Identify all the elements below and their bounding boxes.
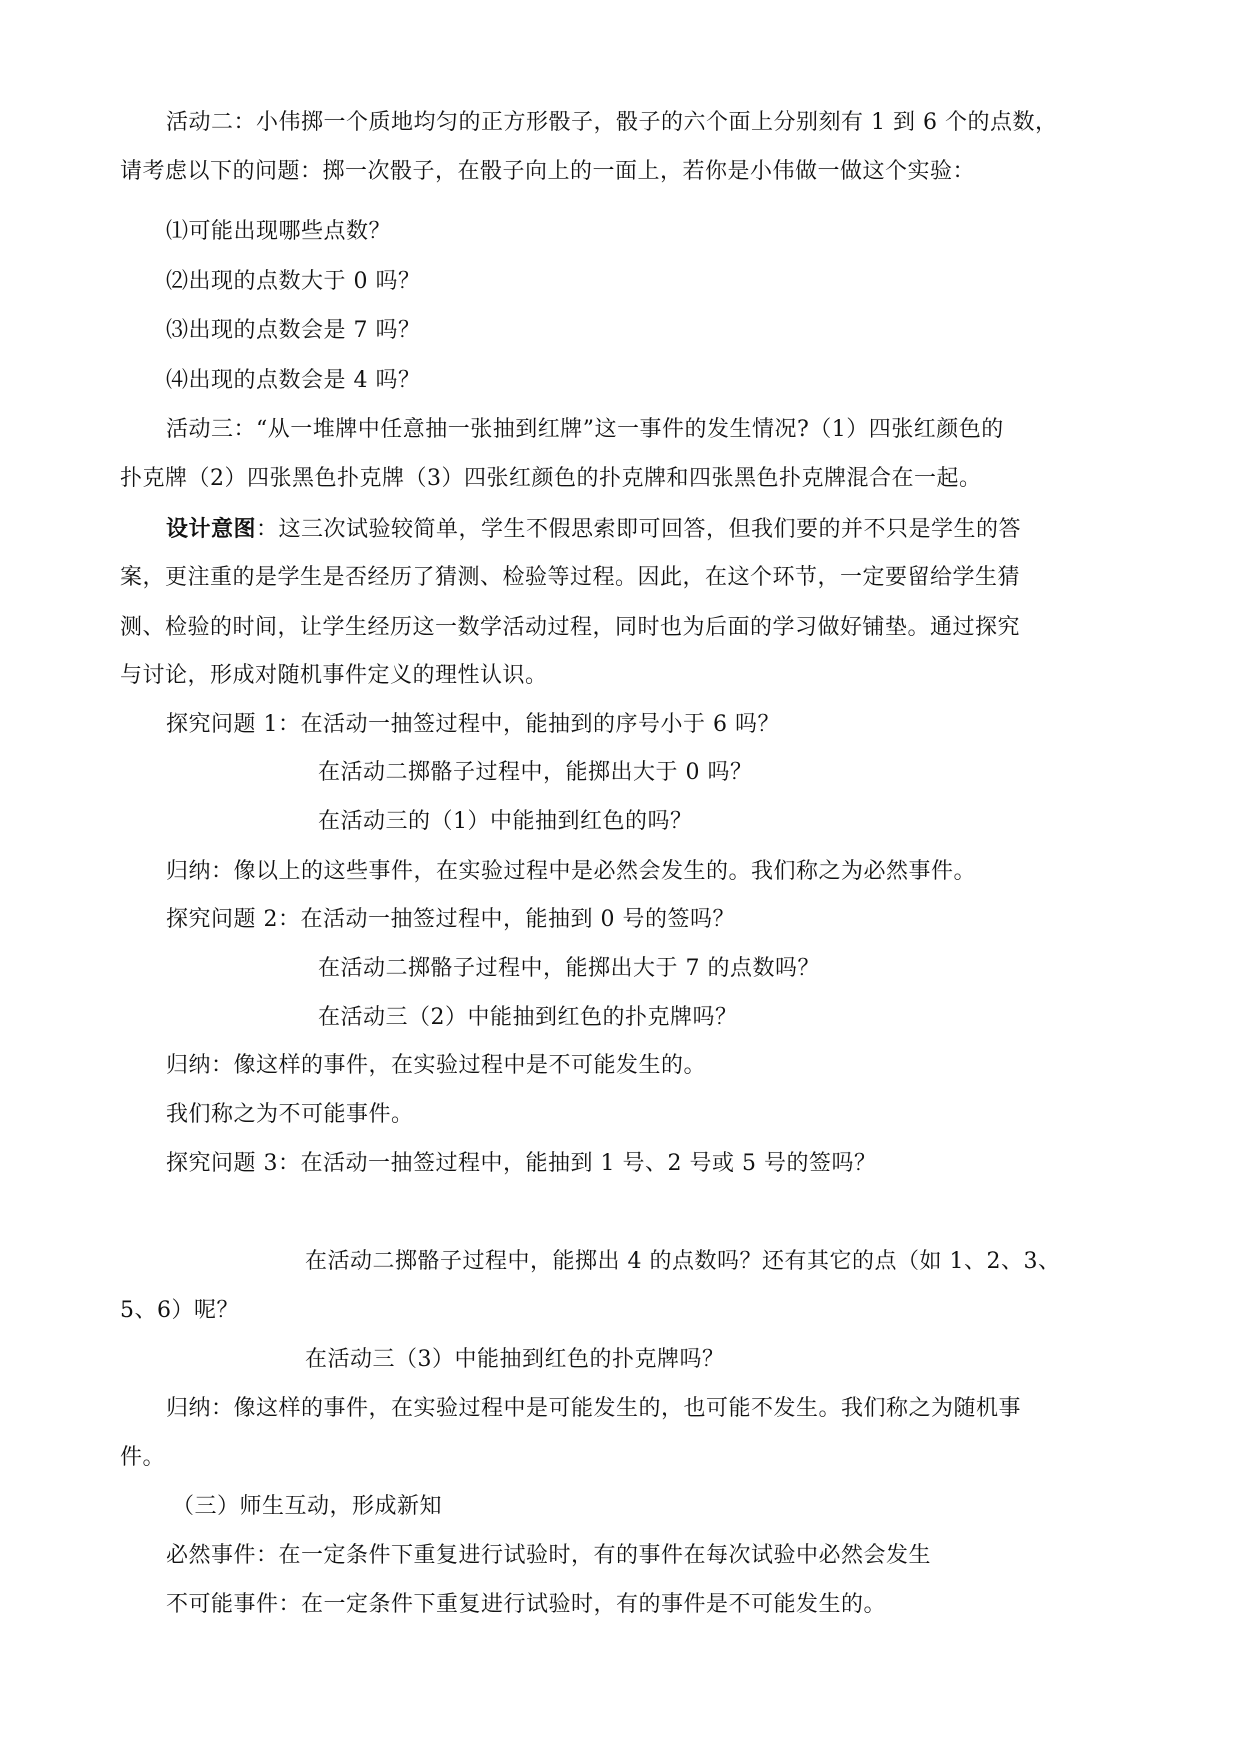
activity2-line1: 活动二：小伟掷一个质地均匀的正方形骰子，骰子的六个面上分别刻有 1 到 6 个的点数， — [166, 110, 1058, 135]
activity3-line2: 扑克牌（2）四张黑色扑克牌（3）四张红颜色的扑克牌和四张黑色扑克牌混合在一起。 — [120, 466, 982, 491]
problem2-line2: 在活动二掷骼子过程中，能掷出大于 7 的点数吗？ — [318, 956, 820, 981]
summary3-line2: 件。 — [120, 1445, 166, 1470]
summary2-line1: 归纳：像这样的事件，在实验过程中是不可能发生的。 — [166, 1053, 707, 1078]
activity2-line2: 请考虑以下的问题：掷一次骰子，在骰子向上的一面上，若你是小伟做一做这个实验： — [120, 159, 976, 184]
definition-certain-event: 必然事件：在一定条件下重复进行试验时，有的事件在每次试验中必然会发生 — [166, 1543, 932, 1568]
problem1-line3: 在活动三的（1）中能抽到红色的吗？ — [318, 809, 693, 834]
design-intent-line1 — [166, 514, 1021, 545]
problem3-line2: 在活动二掷骼子过程中，能掷出 4 的点数吗？还有其它的点（如 1、2、3、 — [305, 1249, 1061, 1274]
design-intent-line3: 测、检验的时间，让学生经历这一数学活动过程，同时也为后面的学习做好铺垫。通过探究 — [120, 615, 1021, 640]
problem1-line2: 在活动二掷骼子过程中，能掷出大于 0 吗？ — [318, 760, 753, 785]
question-2: ⑵出现的点数大于 0 吗？ — [166, 269, 421, 294]
question-1: ⑴可能出现哪些点数？ — [166, 219, 392, 244]
problem3-line3: 5、6）呢？ — [120, 1298, 239, 1323]
problem3-line1: 探究问题 3：在活动一抽签过程中，能抽到 1 号、2 号或 5 号的签吗？ — [166, 1151, 877, 1176]
problem3-line4: 在活动三（3）中能抽到红色的扑克牌吗？ — [305, 1347, 725, 1372]
question-4: ⑷出现的点数会是 4 吗？ — [166, 368, 421, 393]
summary2-line2: 我们称之为不可能事件。 — [166, 1102, 414, 1127]
problem2-line3: 在活动三（2）中能抽到红色的扑克牌吗？ — [318, 1005, 738, 1030]
design-intent-text: ：这三次试验较简单，学生不假思索即可回答，但我们要的并不只是学生的答 — [256, 517, 1022, 542]
definition-impossible-event: 不可能事件：在一定条件下重复进行试验时，有的事件是不可能发生的。 — [166, 1592, 887, 1617]
summary1: 归纳：像以上的这些事件，在实验过程中是必然会发生的。我们称之为必然事件。 — [166, 859, 977, 884]
problem2-line1: 探究问题 2：在活动一抽签过程中，能抽到 0 号的签吗？ — [166, 907, 735, 932]
design-intent-line4: 与讨论，形成对随机事件定义的理性认识。 — [120, 663, 548, 688]
activity3-line1: 活动三：“从一堆牌中任意抽一张抽到红牌”这一事件的发生情况?（1）四张红颜色的 — [166, 417, 1004, 442]
summary3-line1: 归纳：像这样的事件，在实验过程中是可能发生的，也可能不发生。我们称之为随机事 — [166, 1396, 1022, 1421]
question-3: ⑶出现的点数会是 7 吗？ — [166, 318, 421, 343]
section-heading: （三）师生互动，形成新知 — [172, 1494, 443, 1519]
design-intent-label: 设计意图 — [166, 516, 257, 542]
problem1-line1: 探究问题 1：在活动一抽签过程中，能抽到的序号小于 6 吗？ — [166, 712, 780, 737]
design-intent-line2: 案，更注重的是学生是否经历了猜测、检验等过程。因此，在这个环节，一定要留给学生猜 — [120, 565, 1021, 590]
